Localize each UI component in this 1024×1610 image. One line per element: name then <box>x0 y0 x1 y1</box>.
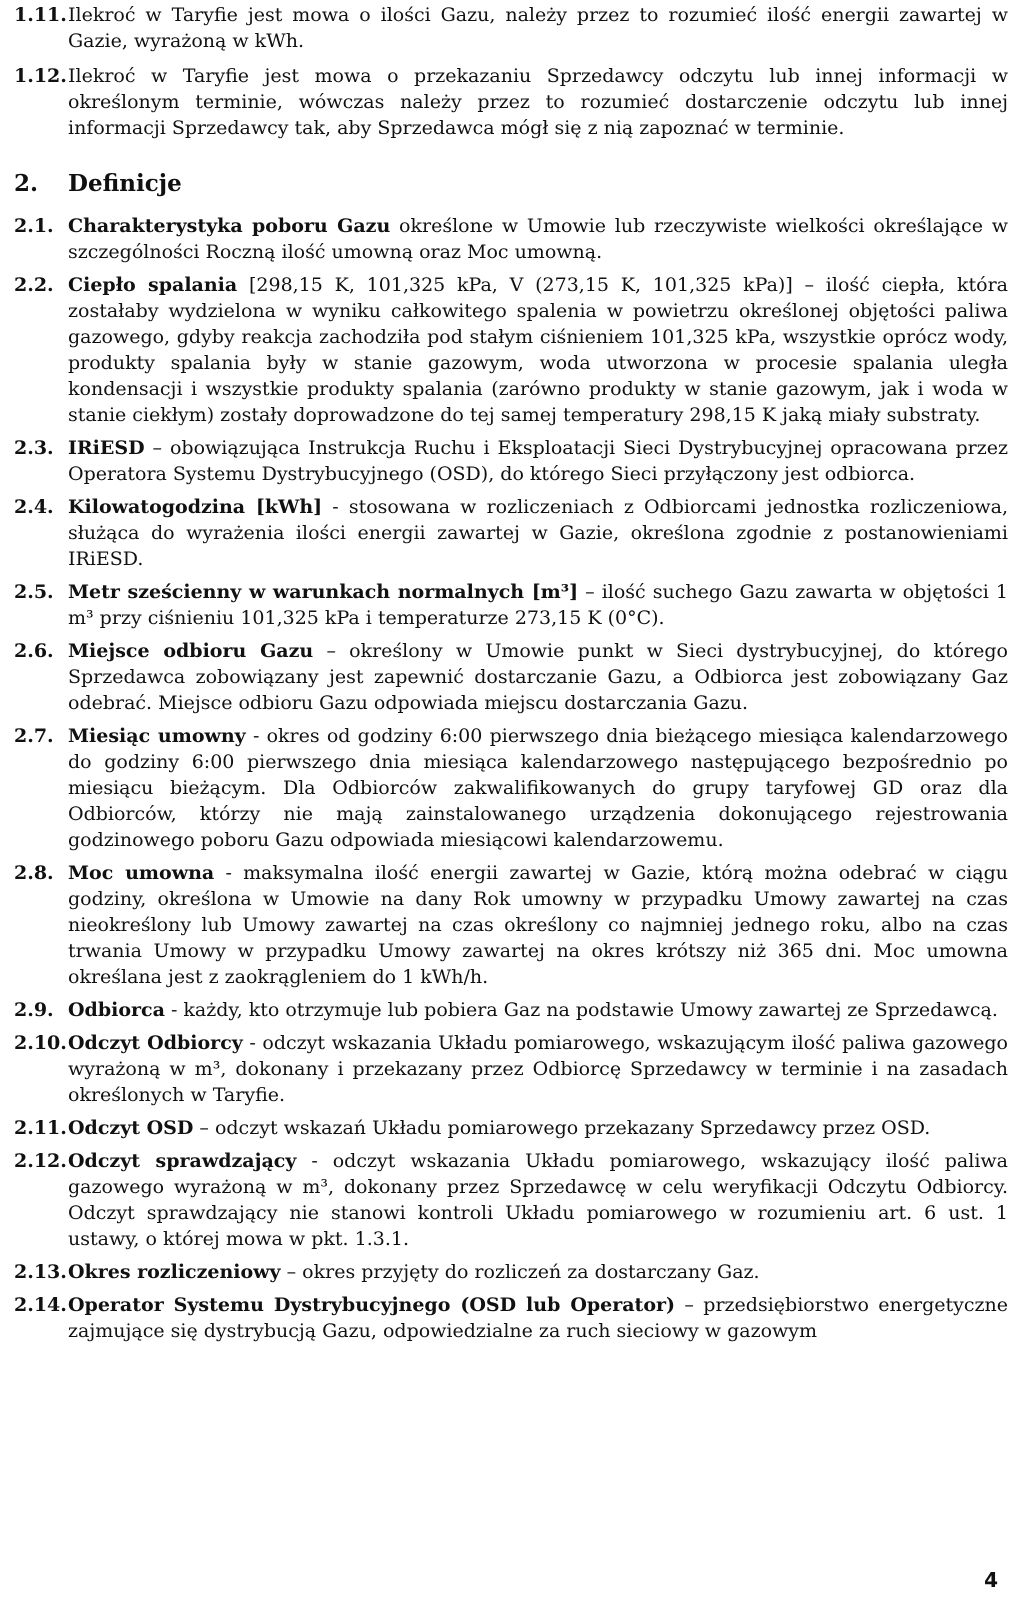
definition-text: - każdy, kto otrzymuje lub pobiera Gaz na podstawie Umowy zawartej ze Sprzedawcą. <box>164 999 998 1021</box>
definition-number: 2.14. <box>14 1294 67 1316</box>
definition-number: 2.12. <box>14 1150 67 1172</box>
definition-text: - odczyt wskazania Układu pomiarowego, wskazującym ilość paliwa gazowego wyrażoną w m³, dokonany i przekazany przez Odbiorcę Sprzedawcy w terminie i na zasadach określonych w Taryfie. <box>68 1032 1008 1106</box>
definition-2-14 <box>14 1292 1008 1344</box>
paragraph-1-12 <box>14 63 1008 141</box>
definition-2-13 <box>14 1259 1008 1285</box>
definition-number: 2.9. <box>14 999 54 1021</box>
definition-text: [298,15 K, 101,325 kPa, V (273,15 K, 101,325 kPa)] – ilość ciepła, która zostałaby wydzielona w wyniku całkowitego spalenia w powietrzu określonej objętości paliwa gazowego, gdyby reakcja zachodziła pod stałym ciśnieniem 101,325 kPa, wszystkie oprócz wody, produkty spalania były w stanie gazowym, woda utworzona w procesie spalania uległa kondensacji i wszystkie produkty spalania (zarówno produkty w stanie gazowym, jak i woda w stanie ciekłym) zostały doprowadzone do tej samej temperatury 298,15 K jaką miały substraty. <box>68 274 1008 426</box>
definition-number: 2.6. <box>14 640 54 662</box>
definition-2-6 <box>14 638 1008 716</box>
definition-term: Moc umowna <box>68 862 215 884</box>
paragraph-1-11 <box>14 2 1008 54</box>
definition-text: – określony w Umowie punkt w Sieci dystrybucyjnej, do którego Sprzedawca zobowiązany jest zapewnić dostarczanie Gazu, a Odbiorca jest zobowiązany Gaz odebrać. Miejsce odbioru Gazu odpowiada miejscu dostarczania Gazu. <box>68 640 1008 714</box>
definition-text: – odczyt wskazań Układu pomiarowego przekazany Sprzedawcy przez OSD. <box>193 1117 931 1139</box>
paragraph-number: 1.12. <box>14 65 67 87</box>
definition-number: 2.7. <box>14 725 54 747</box>
definition-2-9 <box>14 997 1008 1023</box>
definition-text: – ilość suchego Gazu zawarta w objętości 1 m³ przy ciśnieniu 101,325 kPa i temperaturze 273,15 K (0°C). <box>68 581 1008 629</box>
definition-number: 2.4. <box>14 496 54 518</box>
definition-text: – obowiązująca Instrukcja Ruchu i Eksploatacji Sieci Dystrybucyjnej opracowana przez Operatora Systemu Dystrybucyjnego (OSD), do którego Sieci przyłączony jest odbiorca. <box>68 437 1008 485</box>
definition-term: Odczyt sprawdzający <box>68 1150 297 1172</box>
definition-term: Odczyt OSD <box>68 1117 194 1139</box>
definition-text: - maksymalna ilość energii zawartej w Gazie, którą można odebrać w ciągu godziny, określona w Umowie na dany Rok umowny w przypadku Umowy zawartej na czas nieokreślony lub Umowy zawartej na czas określony co najmniej jednego roku, albo na czas trwania Umowy w przypadku Umowy zawartej na okres krótszy niż 365 dni. Moc umowna określana jest z zaokrągleniem do 1 kWh/h. <box>68 862 1009 988</box>
definition-term: Metr sześcienny w warunkach normalnych [m³] <box>68 581 579 603</box>
definition-term: Miesiąc umowny <box>68 725 246 747</box>
definition-term: Okres rozliczeniowy <box>68 1261 281 1283</box>
definition-number: 2.2. <box>14 274 54 296</box>
definition-text: – przedsiębiorstwo energetyczne zajmujące się dystrybucją Gazu, odpowiedzialne za ruch sieciowy w gazowym <box>68 1294 1008 1342</box>
definition-text: - stosowana w rozliczeniach z Odbiorcami jednostka rozliczeniowa, służąca do wyrażenia ilości energii zawartej w Gazie, określona zgodnie z postanowieniami IRiESD. <box>68 496 1008 570</box>
page-number: 4 <box>984 1568 998 1592</box>
definition-2-2 <box>14 272 1008 428</box>
paragraph-number: 1.11. <box>14 4 67 26</box>
definitions-list <box>14 213 1008 1344</box>
definition-term: Odczyt Odbiorcy <box>68 1032 243 1054</box>
definition-term: Charakterystyka poboru Gazu <box>68 215 391 237</box>
definition-text: - okres od godziny 6:00 pierwszego dnia bieżącego miesiąca kalendarzowego do godziny 6:00 pierwszego dnia miesiąca kalendarzowego następującego bezpośrednio po miesiącu bieżącym. Dla Odbiorców zakwalifikowanych do grupy taryfowej GD oraz dla Odbiorców, którzy nie mają zainstalowanego urządzenia dokonującego rejestrowania godzinowego poboru Gazu odpowiada miesiącowi kalendarzowemu. <box>68 725 1008 851</box>
section-title: Definicje <box>68 170 182 197</box>
definition-term: Miejsce odbioru Gazu <box>68 640 314 662</box>
definition-2-10 <box>14 1030 1008 1108</box>
definition-text: - odczyt wskazania Układu pomiarowego, wskazujący ilość paliwa gazowego wyrażoną w m³, dokonany przez Sprzedawcę w celu weryfikacji Odczytu Odbiorcy. Odczyt sprawdzający nie stanowi kontroli Układu pomiarowego w rozumieniu art. 6 ust. 1 ustawy, o której mowa w pkt. 1.3.1. <box>68 1150 1008 1250</box>
definition-2-7 <box>14 723 1008 853</box>
definition-number: 2.5. <box>14 581 54 603</box>
definition-2-8 <box>14 860 1008 990</box>
definition-text: – okres przyjęty do rozliczeń za dostarczany Gaz. <box>280 1261 760 1283</box>
paragraph-text: Ilekroć w Taryfie jest mowa o przekazaniu Sprzedawcy odczytu lub innej informacji w określonym terminie, wówczas należy przez to rozumieć dostarczenie odczytu lub innej informacji Sprzedawcy tak, aby Sprzedawca mógł się z nią zapoznać w terminie. <box>68 65 1008 139</box>
definition-number: 2.1. <box>14 215 54 237</box>
definition-term: Operator Systemu Dystrybucyjnego (OSD lub Operator) <box>68 1294 676 1316</box>
definition-term: IRiESD <box>68 437 145 459</box>
definition-2-1 <box>14 213 1008 265</box>
definition-2-4 <box>14 494 1008 572</box>
definition-2-3 <box>14 435 1008 487</box>
definition-term: Odbiorca <box>68 999 165 1021</box>
section-heading <box>14 169 1008 199</box>
definition-text: określone w Umowie lub rzeczywiste wielkości określające w szczególności Roczną ilość umowną oraz Moc umowną. <box>68 215 1008 263</box>
definition-number: 2.10. <box>14 1032 67 1054</box>
section-number: 2. <box>14 170 39 197</box>
definition-number: 2.13. <box>14 1261 67 1283</box>
definition-2-11 <box>14 1115 1008 1141</box>
definition-term: Ciepło spalania <box>68 274 238 296</box>
definition-term: Kilowatogodzina [kWh] <box>68 496 323 518</box>
definition-number: 2.11. <box>14 1117 67 1139</box>
definition-2-5 <box>14 579 1008 631</box>
paragraph-text: Ilekroć w Taryfie jest mowa o ilości Gazu, należy przez to rozumieć ilość energii zawartej w Gazie, wyrażoną w kWh. <box>68 4 1008 52</box>
definition-2-12 <box>14 1148 1008 1252</box>
definition-number: 2.3. <box>14 437 54 459</box>
definition-number: 2.8. <box>14 862 54 884</box>
